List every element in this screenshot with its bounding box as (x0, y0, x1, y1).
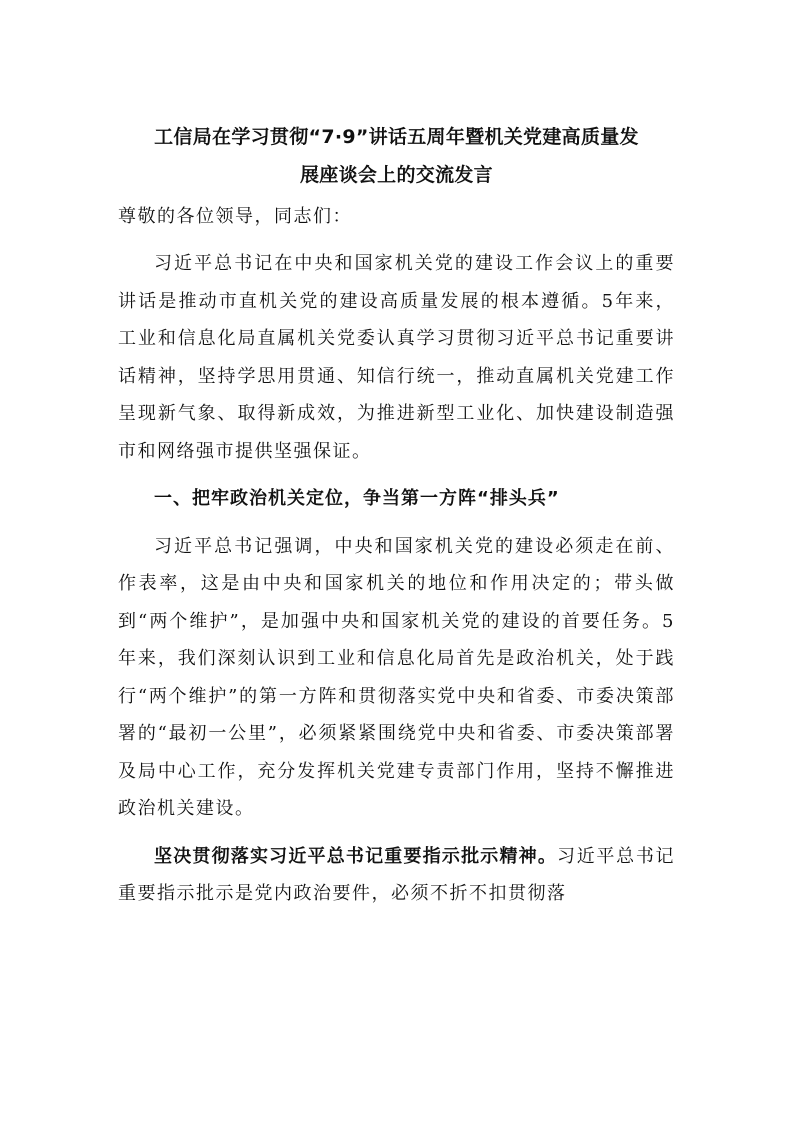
document-title (118, 118, 675, 194)
title-line-2: 展座谈会上的交流发言 (299, 164, 493, 186)
paragraph-lead-bold: 坚决贯彻落实习近平总书记重要指示批示精神。 (154, 845, 558, 867)
title-line-1: 工信局在学习贯彻“7·9”讲话五周年暨机关党建高质量发 (154, 126, 639, 148)
document-page (118, 118, 675, 913)
paragraph-lead-rest: 习近平总书记重要指示批示是党内政治要件，必须不折不扣贯彻落 (118, 845, 676, 904)
salutation: 尊敬的各位领导，同志们： (118, 206, 352, 227)
section-heading-1: 一、把牢政治机关定位，争当第一方阵“排头兵” (154, 488, 560, 509)
paragraph-section-1-point-1 (118, 838, 675, 913)
paragraph-section-1: 习近平总书记强调，中央和国家机关党的建设必须走在前、作表率，这是由中央和国家机关的地位和作用决定的；带头做到“两个维护”，是加强中央和国家机关党的建设的首要任务。5年来，我们深刻认识到工业和信息化局首先是政治机关，处于践行“两个维护”的第一方阵和贯彻落实党中央和省委、市委决策部署的“最初一公里”，必须紧紧围绕党中央和省委、市委决策部署及局中心工作，充分发挥机关党建专责部门作用，坚持不懈推进政治机关建设。 (118, 535, 675, 819)
paragraph-intro: 习近平总书记在中央和国家机关党的建设工作会议上的重要讲话是推动市直机关党的建设高质量发展的根本遵循。5年来，工业和信息化局直属机关党委认真学习贯彻习近平总书记重要讲话精神，坚持学思用贯通、知信行统一，推动直属机关党建工作呈现新气象、取得新成效，为推进新型工业化、加快建设制造强市和网络强市提供坚强保证。 (118, 253, 675, 462)
